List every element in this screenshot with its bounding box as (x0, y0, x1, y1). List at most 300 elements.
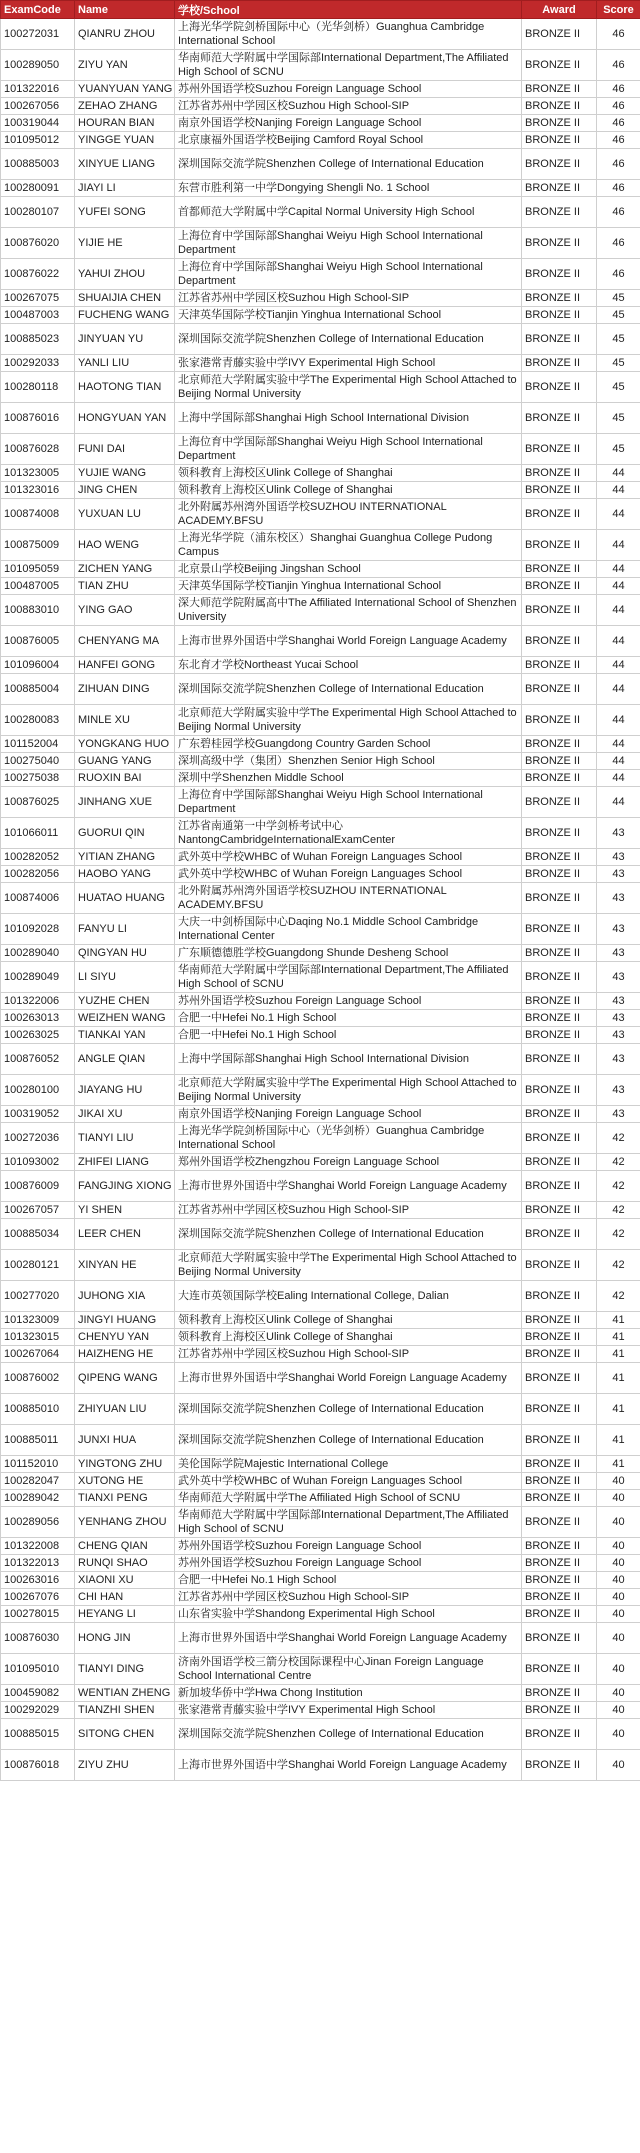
name-cell: GUANG YANG (75, 753, 175, 770)
table-row (1, 1685, 640, 1702)
table-row (1, 736, 640, 753)
header-school: 学校/School (175, 1, 522, 19)
exam-code-cell: 100277020 (1, 1281, 75, 1312)
exam-code-cell: 101096004 (1, 657, 75, 674)
exam-code-cell: 100876052 (1, 1044, 75, 1075)
award-cell: BRONZE II (522, 149, 597, 180)
name-cell: TIAN ZHU (75, 578, 175, 595)
school-cell: 广东顺德德胜学校Guangdong Shunde Desheng School (175, 945, 522, 962)
school-cell: 南京外国语学校Nanjing Foreign Language School (175, 1106, 522, 1123)
award-cell: BRONZE II (522, 1719, 597, 1750)
table-row (1, 197, 640, 228)
table-row (1, 259, 640, 290)
name-cell: XIAONI XU (75, 1572, 175, 1589)
exam-code-cell: 100885011 (1, 1425, 75, 1456)
award-cell: BRONZE II (522, 530, 597, 561)
table-row (1, 465, 640, 482)
table-row (1, 1702, 640, 1719)
school-cell: 上海市世界外国语中学Shanghai World Foreign Language Academy (175, 626, 522, 657)
name-cell: QIPENG WANG (75, 1363, 175, 1394)
table-row (1, 1154, 640, 1171)
school-cell: 东北育才学校Northeast Yucai School (175, 657, 522, 674)
table-row (1, 1027, 640, 1044)
school-cell: 江苏省南通第一中学剑桥考试中心NantongCambridgeInternationalExamCenter (175, 818, 522, 849)
award-cell: BRONZE II (522, 1589, 597, 1606)
school-cell: 江苏省苏州中学园区校Suzhou High School-SIP (175, 98, 522, 115)
school-cell: 上海位育中学国际部Shanghai Weiyu High School International Department (175, 434, 522, 465)
award-cell: BRONZE II (522, 1202, 597, 1219)
name-cell: WEIZHEN WANG (75, 1010, 175, 1027)
award-cell: BRONZE II (522, 499, 597, 530)
award-cell: BRONZE II (522, 1555, 597, 1572)
score-cell: 43 (597, 818, 640, 849)
name-cell: HONGYUAN YAN (75, 403, 175, 434)
award-cell: BRONZE II (522, 753, 597, 770)
name-cell: JIAYI LI (75, 180, 175, 197)
results-table-header (1, 1, 640, 19)
school-cell: 领科教育上海校区Ulink College of Shanghai (175, 482, 522, 499)
score-cell: 46 (597, 98, 640, 115)
award-cell: BRONZE II (522, 1490, 597, 1507)
header-examcode: ExamCode (1, 1, 75, 19)
exam-code-cell: 100263016 (1, 1572, 75, 1589)
award-cell: BRONZE II (522, 1010, 597, 1027)
school-cell: 山东省实验中学Shandong Experimental High School (175, 1606, 522, 1623)
table-row (1, 849, 640, 866)
table-row (1, 945, 640, 962)
exam-code-cell: 100874006 (1, 883, 75, 914)
name-cell: YING GAO (75, 595, 175, 626)
score-cell: 45 (597, 307, 640, 324)
exam-code-cell: 100876028 (1, 434, 75, 465)
exam-code-cell: 101152010 (1, 1456, 75, 1473)
table-row (1, 50, 640, 81)
school-cell: 北京师范大学附属实验中学The Experimental High School Attached to Beijing Normal University (175, 372, 522, 403)
award-cell: BRONZE II (522, 197, 597, 228)
score-cell: 44 (597, 770, 640, 787)
exam-code-cell: 100289049 (1, 962, 75, 993)
table-row (1, 482, 640, 499)
score-cell: 44 (597, 595, 640, 626)
score-cell: 44 (597, 626, 640, 657)
exam-code-cell: 101322008 (1, 1538, 75, 1555)
score-cell: 44 (597, 753, 640, 770)
exam-code-cell: 100267057 (1, 1202, 75, 1219)
score-cell: 40 (597, 1507, 640, 1538)
exam-code-cell: 100876016 (1, 403, 75, 434)
table-row (1, 1538, 640, 1555)
score-cell: 44 (597, 787, 640, 818)
table-row (1, 530, 640, 561)
name-cell: WENTIAN ZHENG (75, 1685, 175, 1702)
name-cell: CHI HAN (75, 1589, 175, 1606)
school-cell: 江苏省苏州中学园区校Suzhou High School-SIP (175, 290, 522, 307)
score-cell: 43 (597, 1027, 640, 1044)
table-row (1, 883, 640, 914)
exam-code-cell: 101323009 (1, 1312, 75, 1329)
award-cell: BRONZE II (522, 1075, 597, 1106)
exam-code-cell: 100876002 (1, 1363, 75, 1394)
table-row (1, 1010, 640, 1027)
exam-code-cell: 100282056 (1, 866, 75, 883)
school-cell: 上海市世界外国语中学Shanghai World Foreign Language Academy (175, 1623, 522, 1654)
school-cell: 上海市世界外国语中学Shanghai World Foreign Language Academy (175, 1750, 522, 1781)
exam-code-cell: 101322013 (1, 1555, 75, 1572)
name-cell: TIANXI PENG (75, 1490, 175, 1507)
score-cell: 40 (597, 1555, 640, 1572)
exam-code-cell: 100319044 (1, 115, 75, 132)
table-row (1, 1623, 640, 1654)
table-row (1, 1589, 640, 1606)
award-cell: BRONZE II (522, 595, 597, 626)
school-cell: 北外附属苏州湾外国语学校SUZHOU INTERNATIONAL ACADEMY.BFSU (175, 499, 522, 530)
name-cell: QIANRU ZHOU (75, 19, 175, 50)
award-cell: BRONZE II (522, 561, 597, 578)
name-cell: YUANYUAN YANG (75, 81, 175, 98)
name-cell: ANGLE QIAN (75, 1044, 175, 1075)
name-cell: HONG JIN (75, 1623, 175, 1654)
name-cell: HEYANG LI (75, 1606, 175, 1623)
name-cell: YANLI LIU (75, 355, 175, 372)
table-row (1, 180, 640, 197)
name-cell: FUNI DAI (75, 434, 175, 465)
school-cell: 深圳国际交流学院Shenzhen College of International Education (175, 1719, 522, 1750)
name-cell: FUCHENG WANG (75, 307, 175, 324)
award-cell: BRONZE II (522, 482, 597, 499)
score-cell: 43 (597, 866, 640, 883)
name-cell: RUOXIN BAI (75, 770, 175, 787)
award-cell: BRONZE II (522, 1572, 597, 1589)
exam-code-cell: 100876020 (1, 228, 75, 259)
table-row (1, 1719, 640, 1750)
name-cell: YINGGE YUAN (75, 132, 175, 149)
school-cell: 张家港常青藤实验中学IVY Experimental High School (175, 355, 522, 372)
exam-code-cell: 100885023 (1, 324, 75, 355)
name-cell: TIANYI DING (75, 1654, 175, 1685)
name-cell: JING CHEN (75, 482, 175, 499)
award-cell: BRONZE II (522, 115, 597, 132)
score-cell: 40 (597, 1719, 640, 1750)
award-cell: BRONZE II (522, 259, 597, 290)
school-cell: 深圳国际交流学院Shenzhen College of International Education (175, 324, 522, 355)
score-cell: 44 (597, 736, 640, 753)
name-cell: HAOTONG TIAN (75, 372, 175, 403)
score-cell: 43 (597, 1075, 640, 1106)
score-cell: 44 (597, 530, 640, 561)
school-cell: 苏州外国语学校Suzhou Foreign Language School (175, 993, 522, 1010)
award-cell: BRONZE II (522, 290, 597, 307)
name-cell: CHENG QIAN (75, 1538, 175, 1555)
score-cell: 43 (597, 1106, 640, 1123)
score-cell: 44 (597, 674, 640, 705)
table-row (1, 132, 640, 149)
school-cell: 北京师范大学附属实验中学The Experimental High School Attached to Beijing Normal University (175, 1075, 522, 1106)
award-cell: BRONZE II (522, 962, 597, 993)
table-row (1, 115, 640, 132)
award-cell: BRONZE II (522, 787, 597, 818)
table-row (1, 1456, 640, 1473)
school-cell: 上海光华学院剑桥国际中心（光华剑桥）Guanghua Cambridge International School (175, 19, 522, 50)
award-cell: BRONZE II (522, 883, 597, 914)
exam-code-cell: 101092028 (1, 914, 75, 945)
school-cell: 深圳国际交流学院Shenzhen College of International Education (175, 1394, 522, 1425)
award-cell: BRONZE II (522, 132, 597, 149)
school-cell: 广东碧桂园学校Guangdong Country Garden School (175, 736, 522, 753)
score-cell: 41 (597, 1425, 640, 1456)
name-cell: ZEHAO ZHANG (75, 98, 175, 115)
score-cell: 42 (597, 1154, 640, 1171)
award-cell: BRONZE II (522, 98, 597, 115)
score-cell: 42 (597, 1171, 640, 1202)
exam-code-cell: 101095059 (1, 561, 75, 578)
score-cell: 40 (597, 1538, 640, 1555)
table-row (1, 787, 640, 818)
score-cell: 41 (597, 1363, 640, 1394)
school-cell: 武外英中学校WHBC of Wuhan Foreign Languages School (175, 866, 522, 883)
school-cell: 武外英中学校WHBC of Wuhan Foreign Languages School (175, 1473, 522, 1490)
award-cell: BRONZE II (522, 1685, 597, 1702)
score-cell: 42 (597, 1202, 640, 1219)
name-cell: YIJIE HE (75, 228, 175, 259)
table-row (1, 307, 640, 324)
award-cell: BRONZE II (522, 993, 597, 1010)
table-row (1, 626, 640, 657)
school-cell: 上海位育中学国际部Shanghai Weiyu High School International Department (175, 228, 522, 259)
table-row (1, 19, 640, 50)
school-cell: 合肥一中Hefei No.1 High School (175, 1027, 522, 1044)
award-cell: BRONZE II (522, 1606, 597, 1623)
table-row (1, 1572, 640, 1589)
exam-code-cell: 100280083 (1, 705, 75, 736)
name-cell: HUATAO HUANG (75, 883, 175, 914)
exam-code-cell: 100289042 (1, 1490, 75, 1507)
exam-code-cell: 101066011 (1, 818, 75, 849)
score-cell: 46 (597, 132, 640, 149)
name-cell: ZIYU ZHU (75, 1750, 175, 1781)
score-cell: 40 (597, 1572, 640, 1589)
name-cell: QINGYAN HU (75, 945, 175, 962)
exam-code-cell: 101323005 (1, 465, 75, 482)
name-cell: TIANYI LIU (75, 1123, 175, 1154)
name-cell: LI SIYU (75, 962, 175, 993)
school-cell: 东营市胜利第一中学Dongying Shengli No. 1 School (175, 180, 522, 197)
exam-code-cell: 100487005 (1, 578, 75, 595)
award-cell: BRONZE II (522, 1702, 597, 1719)
score-cell: 43 (597, 849, 640, 866)
award-cell: BRONZE II (522, 403, 597, 434)
score-cell: 46 (597, 228, 640, 259)
score-cell: 46 (597, 81, 640, 98)
award-cell: BRONZE II (522, 736, 597, 753)
award-cell: BRONZE II (522, 1106, 597, 1123)
table-row (1, 914, 640, 945)
table-row (1, 1606, 640, 1623)
table-row (1, 1346, 640, 1363)
table-row (1, 1202, 640, 1219)
award-cell: BRONZE II (522, 914, 597, 945)
name-cell: TIANZHI SHEN (75, 1702, 175, 1719)
school-cell: 华南师范大学附属中学国际部International Department,The Affiliated High School of SCNU (175, 962, 522, 993)
table-row (1, 770, 640, 787)
name-cell: YINGTONG ZHU (75, 1456, 175, 1473)
table-row (1, 372, 640, 403)
school-cell: 领科教育上海校区Ulink College of Shanghai (175, 465, 522, 482)
name-cell: JINYUAN YU (75, 324, 175, 355)
school-cell: 郑州外国语学校Zhengzhou Foreign Language School (175, 1154, 522, 1171)
score-cell: 45 (597, 290, 640, 307)
table-row (1, 1075, 640, 1106)
table-row (1, 1312, 640, 1329)
name-cell: FANGJING XIONG (75, 1171, 175, 1202)
table-row (1, 324, 640, 355)
name-cell: ZHIYUAN LIU (75, 1394, 175, 1425)
award-cell: BRONZE II (522, 1027, 597, 1044)
award-cell: BRONZE II (522, 578, 597, 595)
award-cell: BRONZE II (522, 372, 597, 403)
exam-code-cell: 100280100 (1, 1075, 75, 1106)
exam-code-cell: 100876025 (1, 787, 75, 818)
header-award: Award (522, 1, 597, 19)
exam-code-cell: 101323015 (1, 1329, 75, 1346)
score-cell: 44 (597, 657, 640, 674)
exam-code-cell: 100885015 (1, 1719, 75, 1750)
exam-code-cell: 100487003 (1, 307, 75, 324)
exam-code-cell: 101322016 (1, 81, 75, 98)
name-cell: YUXUAN LU (75, 499, 175, 530)
score-cell: 46 (597, 197, 640, 228)
exam-code-cell: 100885003 (1, 149, 75, 180)
school-cell: 北京康福外国语学校Beijing Camford Royal School (175, 132, 522, 149)
name-cell: HANFEI GONG (75, 657, 175, 674)
exam-code-cell: 100319052 (1, 1106, 75, 1123)
school-cell: 大庆一中剑桥国际中心Daqing No.1 Middle School Cambridge International Center (175, 914, 522, 945)
score-cell: 46 (597, 259, 640, 290)
school-cell: 天津英华国际学校Tianjin Yinghua International School (175, 307, 522, 324)
exam-code-cell: 100876030 (1, 1623, 75, 1654)
award-cell: BRONZE II (522, 705, 597, 736)
results-table-body (1, 19, 640, 1781)
name-cell: XUTONG HE (75, 1473, 175, 1490)
school-cell: 武外英中学校WHBC of Wuhan Foreign Languages School (175, 849, 522, 866)
school-cell: 深圳国际交流学院Shenzhen College of International Education (175, 1425, 522, 1456)
table-row (1, 1329, 640, 1346)
name-cell: ZIYU YAN (75, 50, 175, 81)
award-cell: BRONZE II (522, 1346, 597, 1363)
header-score: Score (597, 1, 640, 19)
exam-code-cell: 100263013 (1, 1010, 75, 1027)
exam-code-cell: 101093002 (1, 1154, 75, 1171)
score-cell: 41 (597, 1456, 640, 1473)
table-row (1, 98, 640, 115)
table-row (1, 705, 640, 736)
award-cell: BRONZE II (522, 818, 597, 849)
name-cell: HAO WENG (75, 530, 175, 561)
name-cell: YUFEI SONG (75, 197, 175, 228)
exam-code-cell: 100272031 (1, 19, 75, 50)
award-cell: BRONZE II (522, 1623, 597, 1654)
name-cell: YAHUI ZHOU (75, 259, 175, 290)
award-cell: BRONZE II (522, 1750, 597, 1781)
school-cell: 华南师范大学附属中学国际部International Department,The Affiliated High School of SCNU (175, 50, 522, 81)
school-cell: 深大师范学院附属高中The Affiliated International School of Shenzhen University (175, 595, 522, 626)
score-cell: 43 (597, 1044, 640, 1075)
table-row (1, 866, 640, 883)
score-cell: 40 (597, 1490, 640, 1507)
score-cell: 46 (597, 19, 640, 50)
school-cell: 领科教育上海校区Ulink College of Shanghai (175, 1312, 522, 1329)
table-row (1, 1219, 640, 1250)
exam-code-cell: 100876005 (1, 626, 75, 657)
table-row (1, 434, 640, 465)
name-cell: ZIHUAN DING (75, 674, 175, 705)
score-cell: 46 (597, 149, 640, 180)
score-cell: 41 (597, 1329, 640, 1346)
score-cell: 40 (597, 1623, 640, 1654)
exam-code-cell: 100267064 (1, 1346, 75, 1363)
table-row (1, 595, 640, 626)
school-cell: 北外附属苏州湾外国语学校SUZHOU INTERNATIONAL ACADEMY.BFSU (175, 883, 522, 914)
school-cell: 美伦国际学院Majestic International College (175, 1456, 522, 1473)
exam-code-cell: 100292033 (1, 355, 75, 372)
school-cell: 深圳中学Shenzhen Middle School (175, 770, 522, 787)
exam-code-cell: 100280107 (1, 197, 75, 228)
table-row (1, 1044, 640, 1075)
school-cell: 上海光华学院剑桥国际中心（光华剑桥）Guanghua Cambridge International School (175, 1123, 522, 1154)
name-cell: JUNXI HUA (75, 1425, 175, 1456)
header-name: Name (75, 1, 175, 19)
score-cell: 40 (597, 1654, 640, 1685)
score-cell: 44 (597, 482, 640, 499)
exam-code-cell: 100885034 (1, 1219, 75, 1250)
score-cell: 40 (597, 1685, 640, 1702)
name-cell: YI SHEN (75, 1202, 175, 1219)
score-cell: 42 (597, 1250, 640, 1281)
school-cell: 深圳高级中学（集团）Shenzhen Senior High School (175, 753, 522, 770)
name-cell: JIAYANG HU (75, 1075, 175, 1106)
school-cell: 上海位育中学国际部Shanghai Weiyu High School International Department (175, 259, 522, 290)
exam-code-cell: 100278015 (1, 1606, 75, 1623)
name-cell: MINLE XU (75, 705, 175, 736)
exam-code-cell: 100280118 (1, 372, 75, 403)
table-row (1, 81, 640, 98)
exam-code-cell: 100292029 (1, 1702, 75, 1719)
school-cell: 上海位育中学国际部Shanghai Weiyu High School International Department (175, 787, 522, 818)
table-row (1, 1555, 640, 1572)
score-cell: 40 (597, 1750, 640, 1781)
exam-code-cell: 101323016 (1, 482, 75, 499)
school-cell: 华南师范大学附属中学The Affiliated High School of SCNU (175, 1490, 522, 1507)
table-row (1, 1394, 640, 1425)
award-cell: BRONZE II (522, 1473, 597, 1490)
score-cell: 43 (597, 993, 640, 1010)
school-cell: 张家港常青藤实验中学IVY Experimental High School (175, 1702, 522, 1719)
exam-code-cell: 100267075 (1, 290, 75, 307)
score-cell: 46 (597, 115, 640, 132)
school-cell: 合肥一中Hefei No.1 High School (175, 1572, 522, 1589)
award-cell: BRONZE II (522, 770, 597, 787)
table-row (1, 657, 640, 674)
school-cell: 上海中学国际部Shanghai High School International Division (175, 1044, 522, 1075)
score-cell: 43 (597, 962, 640, 993)
table-row (1, 1106, 640, 1123)
table-row (1, 1171, 640, 1202)
exam-code-cell: 100885004 (1, 674, 75, 705)
award-cell: BRONZE II (522, 945, 597, 962)
name-cell: JINHANG XUE (75, 787, 175, 818)
award-cell: BRONZE II (522, 324, 597, 355)
exam-code-cell: 100874008 (1, 499, 75, 530)
name-cell: XINYAN HE (75, 1250, 175, 1281)
